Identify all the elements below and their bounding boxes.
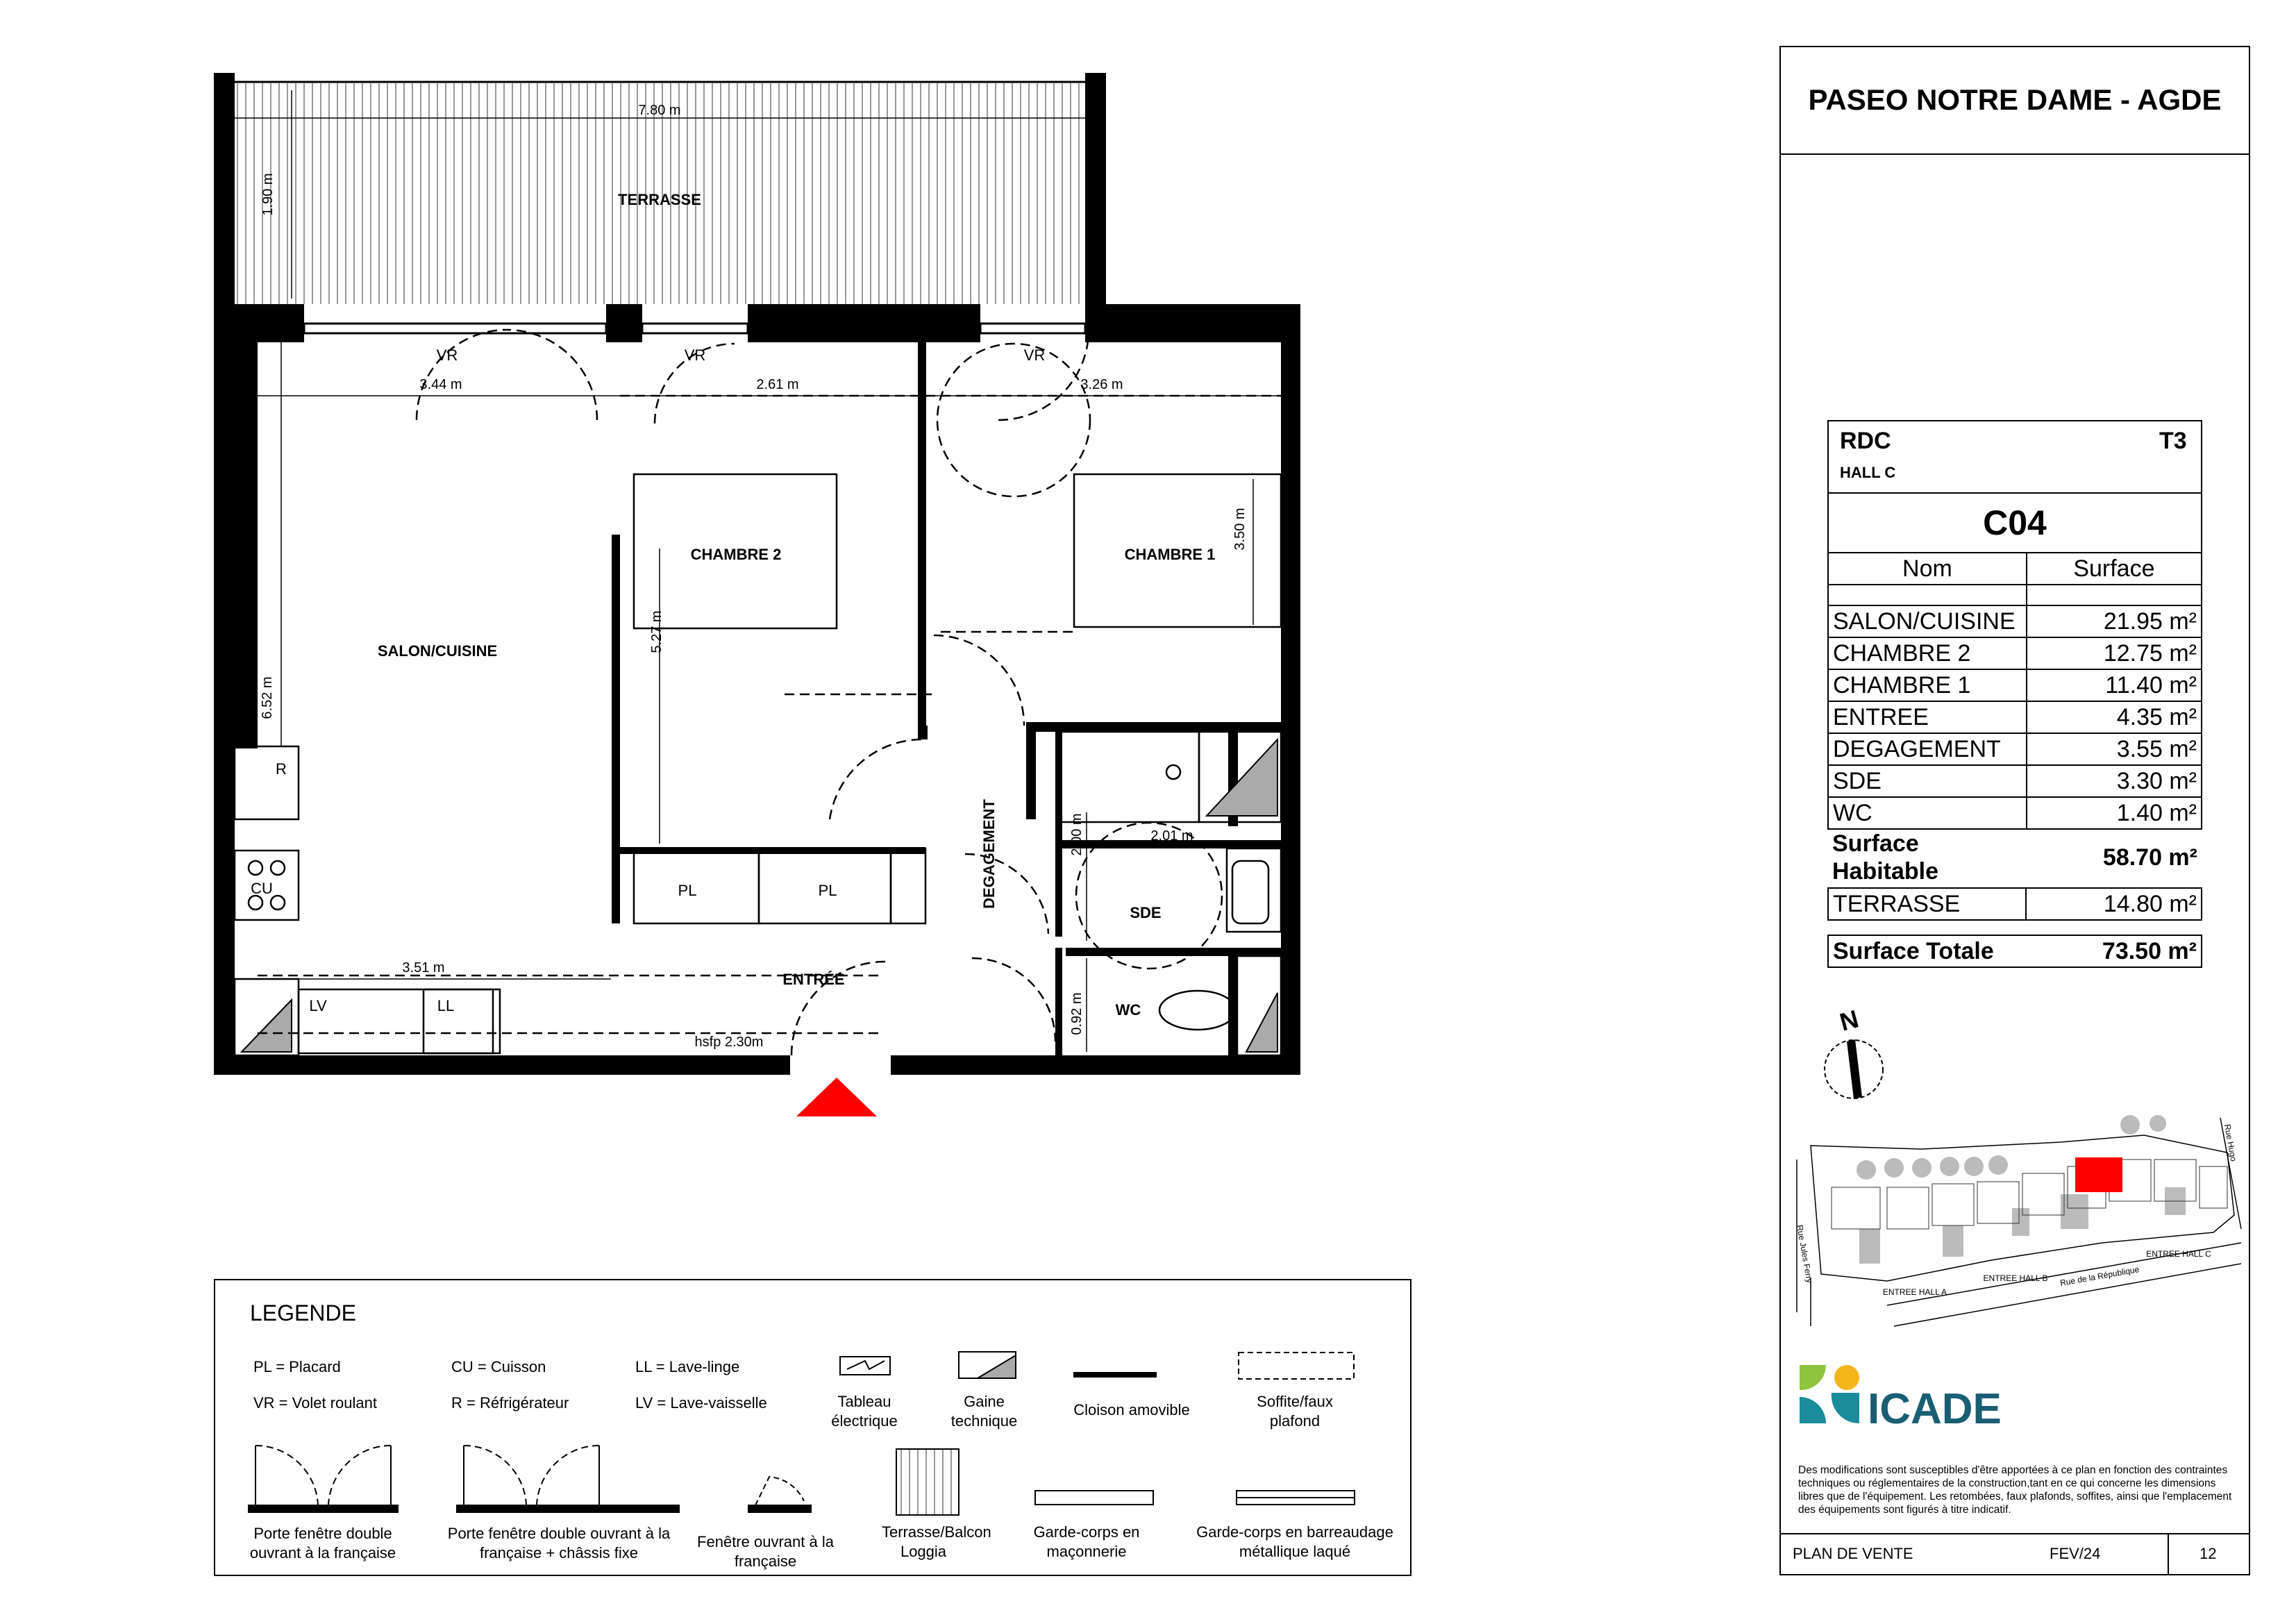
- gaine-technique-icon: [959, 1352, 1016, 1378]
- total-label: Surface Totale: [1828, 935, 2026, 967]
- tableau-electrique-icon: [840, 1357, 890, 1375]
- porte-double-fixe-icon: [457, 1446, 679, 1512]
- legend-r: R = Réfrigérateur: [451, 1394, 569, 1412]
- dim-terrace-depth: 1.90 m: [260, 173, 276, 216]
- table-row: [1828, 701, 2202, 733]
- legend-gc-maconnerie: Garde-corps en maçonnerie: [1033, 1523, 1140, 1560]
- lv-label: LV: [309, 997, 327, 1014]
- sde-label: SDE: [1130, 904, 1162, 921]
- legend-soffite: Soffite/faux plafond: [1257, 1393, 1333, 1430]
- entry-arrow: [796, 1078, 877, 1116]
- footer-divider-1: [2168, 1533, 2169, 1575]
- col-header-surface: Surface: [2027, 553, 2202, 585]
- legend-lv: LV = Lave-vaisselle: [635, 1394, 767, 1412]
- logo-text: ICADE: [1868, 1385, 2002, 1432]
- r-label: R: [276, 760, 287, 778]
- footer-page: 12: [2199, 1545, 2217, 1562]
- dim-chambre2-width: 2.61 m: [756, 377, 799, 392]
- terrasse-table: [1827, 887, 2202, 921]
- pl-label-1: PL: [678, 882, 697, 899]
- chambre2-label: CHAMBRE 2: [690, 546, 782, 563]
- dim-wc-depth: 0.92 m: [1069, 992, 1084, 1035]
- room-surface: 12.75 m²: [2027, 637, 2202, 669]
- gc-barreaudage-icon: [1237, 1491, 1355, 1505]
- table-row: [1828, 733, 2202, 765]
- gc-maconnerie-icon: [1035, 1491, 1153, 1505]
- dim-kitchen-width: 3.51 m: [402, 960, 445, 976]
- terrasse-value: 14.80 m²: [2026, 888, 2202, 920]
- dim-chambre2-depth: 5.27 m: [649, 610, 664, 653]
- room-surface: 1.40 m²: [2027, 797, 2202, 829]
- chambre1-label: CHAMBRE 1: [1124, 546, 1216, 563]
- room-surface: 4.35 m²: [2027, 701, 2202, 733]
- legend-vr: VR = Volet roulant: [253, 1394, 377, 1412]
- table-row: [1828, 765, 2202, 797]
- legend-cu: CU = Cuisson: [451, 1358, 546, 1375]
- legend-terrasse: Terrasse/Balcon Loggia: [882, 1523, 991, 1560]
- habitable-label: Surface Habitable: [1828, 829, 2027, 885]
- legend-title: LEGENDE: [250, 1300, 356, 1325]
- legend-ll: LL = Lave-linge: [635, 1358, 740, 1375]
- cu-label: CU: [251, 880, 273, 897]
- room-name: SALON/CUISINE: [1828, 605, 2027, 637]
- room-surface: 21.95 m²: [2027, 605, 2202, 637]
- degagement-label: DEGAGEMENT: [980, 799, 998, 909]
- hall-b-label: ENTREE HALL B: [1983, 1273, 2048, 1283]
- fenetre-icon: [748, 1477, 811, 1512]
- room-surface: 3.55 m²: [2027, 733, 2202, 765]
- north-label: N: [1836, 1004, 1862, 1037]
- terrasse-label: TERRASSE: [1828, 888, 2026, 920]
- legend-porte-double: Porte fenêtre double ouvrant à la française: [249, 1525, 396, 1562]
- site-plan: [1783, 1104, 2249, 1333]
- door-swings: [258, 330, 1281, 1055]
- total-table: [1827, 935, 2202, 968]
- terrace-label: TERRASSE: [618, 191, 701, 208]
- terrasse-icon: [896, 1449, 959, 1515]
- pl-label-2: PL: [818, 882, 837, 899]
- entree-label: ENTRÉE: [782, 971, 845, 988]
- table-row: [1828, 605, 2202, 637]
- project-title: PASEO NOTRE DAME - AGDE: [1779, 46, 2250, 155]
- room-name: DEGAGEMENT: [1828, 733, 2027, 765]
- wc-label: WC: [1115, 1001, 1141, 1019]
- room-name: CHAMBRE 2: [1828, 637, 2027, 669]
- dim-salon-depth: 6.52 m: [260, 676, 275, 719]
- dim-sde-width: 2.01 m: [1150, 828, 1193, 844]
- room-surface: 11.40 m²: [2027, 669, 2202, 701]
- street-jules-ferry: Rue Jules Ferry: [1795, 1224, 1815, 1284]
- table-row: [1828, 797, 2202, 829]
- room-name: WC: [1828, 797, 2027, 829]
- dim-chambre1-width: 3.26 m: [1080, 377, 1123, 392]
- legend-pl: PL = Placard: [253, 1358, 341, 1375]
- dim-terrace-width: 7.80 m: [638, 103, 681, 118]
- dim-salon-width: 3.44 m: [419, 377, 462, 392]
- vr-label-salon: VR: [436, 346, 458, 364]
- habitable-row: [1828, 829, 2202, 885]
- hall-c-label: ENTREE HALL C: [2146, 1249, 2211, 1259]
- soffite-icon: [1239, 1353, 1354, 1379]
- room-surface: 3.30 m²: [2027, 765, 2202, 797]
- col-header-name: Nom: [1828, 553, 2027, 585]
- dim-sde-depth: 2.00 m: [1069, 813, 1084, 856]
- legend-porte-double-fixe: Porte fenêtre double ouvrant à la française + châssis fixe: [447, 1525, 671, 1562]
- legend-gc-barreaudage: Garde-corps en barreaudage métallique laqué: [1196, 1523, 1393, 1560]
- hall-a-label: ENTREE HALL A: [1882, 1287, 1947, 1297]
- lot-location-highlight: [2075, 1157, 2122, 1192]
- north-arrow-icon: [1819, 1003, 1895, 1104]
- legend-tableau: Tableau électrique: [831, 1393, 898, 1430]
- type-label: T3: [2159, 428, 2187, 454]
- legend-cloison: Cloison amovible: [1073, 1401, 1190, 1418]
- surface-table: [1827, 552, 2202, 885]
- footer-date: FEV/24: [2050, 1545, 2101, 1562]
- table-row: [1828, 669, 2202, 701]
- hall-label: HALL C: [1840, 464, 1896, 481]
- street-republique: Rue de la République: [2059, 1264, 2140, 1288]
- footer-doc: PLAN DE VENTE: [1793, 1545, 1913, 1562]
- interior-partitions: [620, 722, 1281, 1055]
- room-name: CHAMBRE 1: [1828, 669, 2027, 701]
- vr-label-chambre2: VR: [684, 346, 706, 364]
- table-header-row: [1828, 553, 2202, 585]
- room-name: ENTREE: [1828, 701, 2027, 733]
- porte-double-icon: [249, 1446, 398, 1512]
- habitable-value: 58.70 m²: [2027, 829, 2202, 885]
- dim-hsfp: hsfp 2.30m: [694, 1035, 764, 1050]
- exterior-walls: [214, 304, 1300, 1075]
- level-label: RDC: [1840, 428, 1891, 454]
- street-hugo: Rue Hugo: [2222, 1123, 2239, 1162]
- legend-fenetre: Fenêtre ouvrant à la française: [697, 1533, 834, 1570]
- disclaimer: Des modifications sont susceptibles d'être apportées à ce plan en fonction des contraintes techniques ou réglementaires de la construction,tant en ce qui concerne les dimensions libres que de l'équipement. Les retombées, faux plafonds, soffites, ainsi que l'emplacement des équipements sont figurés à titre indicatif.: [1798, 1464, 2232, 1516]
- cloison-amovible-icon: [1073, 1372, 1157, 1378]
- lot-number: C04: [1827, 494, 2202, 553]
- icade-logo: [1798, 1362, 2020, 1432]
- total-value: 73.50 m²: [2026, 935, 2202, 967]
- salon-label: SALON/CUISINE: [377, 642, 498, 660]
- table-row: [1828, 637, 2202, 669]
- table-spacer-row: [1828, 585, 2202, 605]
- room-name: SDE: [1828, 765, 2027, 797]
- ll-label: LL: [437, 997, 455, 1014]
- dim-chambre1-depth: 3.50 m: [1232, 508, 1248, 551]
- legend-gaine: Gaine technique: [950, 1393, 1018, 1430]
- vr-label-chambre1: VR: [1023, 346, 1046, 364]
